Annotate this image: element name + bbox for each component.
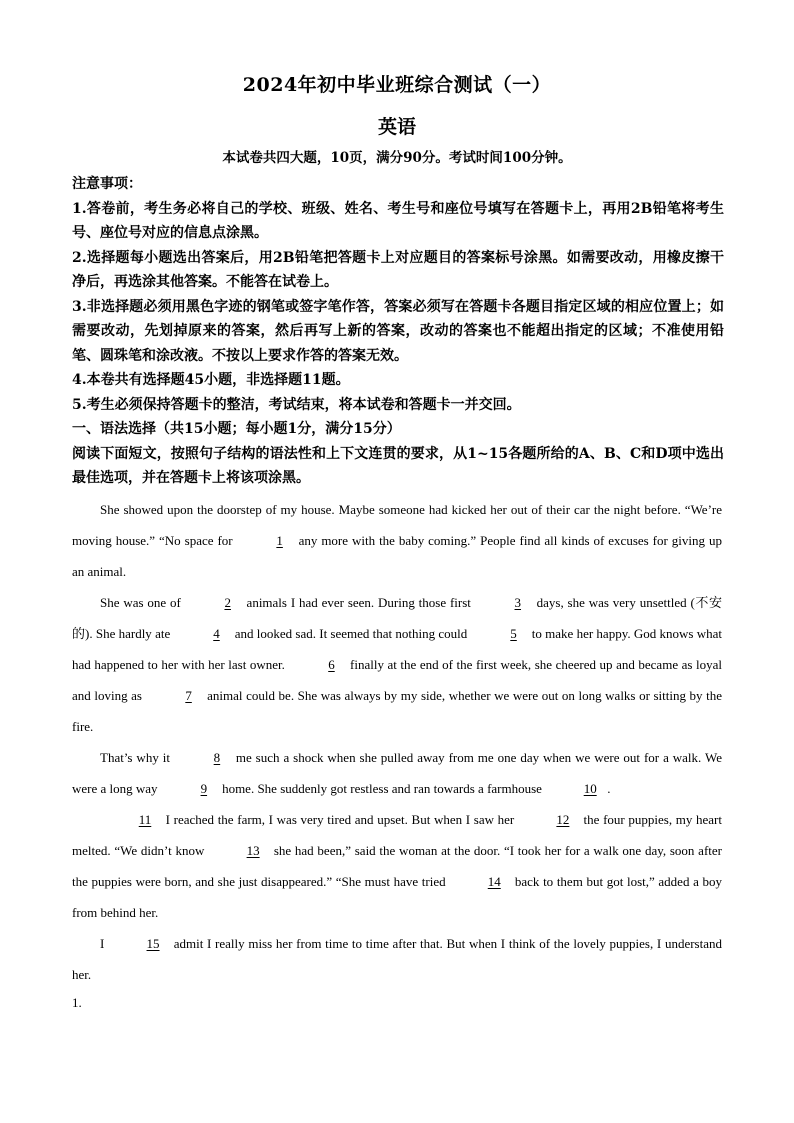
notes-section xyxy=(72,172,724,491)
blank-12: 12 xyxy=(556,812,570,827)
passage-text: to make her happy. God knows what had happened to her with her last owner. xyxy=(72,626,722,672)
passage-text: I reached the farm, I was very tired and upset. But when I saw her xyxy=(162,812,518,827)
blank-11: 11 xyxy=(138,812,152,827)
passage-text: any more with the baby coming.” People find all kinds of excuses for giving up an animal. xyxy=(72,533,723,579)
section-instruction: 阅读下面短文，按照句子结构的语法性和上下文连贯的要求，从1~15各题所给的A、B、C和D项中选出最佳选项，并在答题卡上将该项涂黑。 xyxy=(72,445,724,486)
note-item-1: 1.答卷前，考生务必将自己的学校、班级、姓名、考生号和座位号填写在答题卡上，再用2B铅笔将考生号、座位号对应的信息点涂黑。 xyxy=(72,200,724,241)
question-1-number: 1. xyxy=(72,995,82,1010)
blank-9: 9 xyxy=(200,781,208,796)
passage-text: the four puppies, my heart melted. “We didn’t know xyxy=(72,812,722,858)
passage-text: and looked sad. It seemed that nothing could xyxy=(231,626,471,641)
blank-15: 15 xyxy=(146,936,160,951)
passage-text: home. She suddenly got restless and ran towards a farmhouse xyxy=(218,781,546,796)
passage-paragraph-3 xyxy=(72,742,722,804)
blank-7: 7 xyxy=(185,688,192,703)
reading-passage xyxy=(72,494,722,990)
blank-3: 3 xyxy=(514,595,522,610)
blank-1: 1 xyxy=(276,533,283,548)
passage-text: . xyxy=(607,781,611,796)
blank-8: 8 xyxy=(213,750,221,765)
exam-subject: 英语 xyxy=(377,116,416,138)
passage-paragraph-2 xyxy=(72,587,722,742)
passage-text: She showed upon the doorstep of my house. Maybe someone had kicked her out of their car the night before. “We’re moving house.” “No space for xyxy=(72,502,722,548)
passage-text: animals I had ever seen. During those first xyxy=(242,595,475,610)
passage-text: animal could be. She was always by my side, whether we were out on long walks or sitting by the fire. xyxy=(72,688,723,734)
note-item-2: 2.选择题每小题选出答案后，用2B铅笔把答题卡上对应题目的答案标号涂黑。如需要改动，用橡皮擦干净后，再选涂其他答案。不能答在试卷上。 xyxy=(72,249,724,290)
note-item-5: 5.考生必须保持答题卡的整洁，考试结束，将本试卷和答题卡一并交回。 xyxy=(72,396,521,413)
note-item-3: 3.非选择题必须用黑色字迹的钢笔或签字笔作答，答案必须写在答题卡各题目指定区域的相应位置上；如需要改动，先划掉原来的答案，然后再写上新的答案，改动的答案也不能超出指定的区域；不准使用铅笔、圆珠笔和涂改液。不按以上要求作答的答案无效。 xyxy=(72,298,724,364)
passage-text: That’s why it xyxy=(100,750,174,765)
section-title: 一、语法选择（共15小题；每小题1分，满分15分） xyxy=(72,421,401,437)
blank-10: 10 xyxy=(583,781,597,796)
passage-text: she had been,” said the woman at the door. “I took her for a walk one day, soon after the puppies were born, and she just disappeared.” “She must have tried xyxy=(72,843,722,889)
exam-title: 2024年初中毕业班综合测试（一） xyxy=(242,74,552,96)
passage-text: She was one of xyxy=(100,595,185,610)
blank-14: 14 xyxy=(487,874,501,889)
passage-text: finally at the end of the first week, she cheered up and became as loyal and loving as xyxy=(72,657,723,703)
blank-4: 4 xyxy=(213,626,220,641)
passage-text: days, she was very unsettled (不安的). She hardly ate xyxy=(72,595,722,641)
passage-paragraph-4 xyxy=(72,804,722,928)
note-item-4: 4.本卷共有选择题45小题，非选择题11题。 xyxy=(72,372,350,388)
exam-info: 本试卷共四大题，10页，满分90分。考试时间100分钟。 xyxy=(222,150,572,166)
passage-paragraph-1 xyxy=(72,494,722,587)
passage-text: me such a shock when she pulled away from me one day when we were out for a walk. We were a long way xyxy=(72,750,722,796)
blank-5: 5 xyxy=(510,626,517,641)
passage-text: I xyxy=(100,936,109,951)
passage-text: back to them but got lost,” added a boy from behind her. xyxy=(72,874,722,920)
passage-paragraph-5 xyxy=(72,928,722,990)
blank-6: 6 xyxy=(328,657,335,672)
passage-text: admit I really miss her from time to time after that. But when I think of the lovely puppies, I understand her. xyxy=(72,936,722,982)
blank-13: 13 xyxy=(246,843,260,858)
notes-heading: 注意事项： xyxy=(72,176,142,192)
blank-2: 2 xyxy=(224,595,231,610)
